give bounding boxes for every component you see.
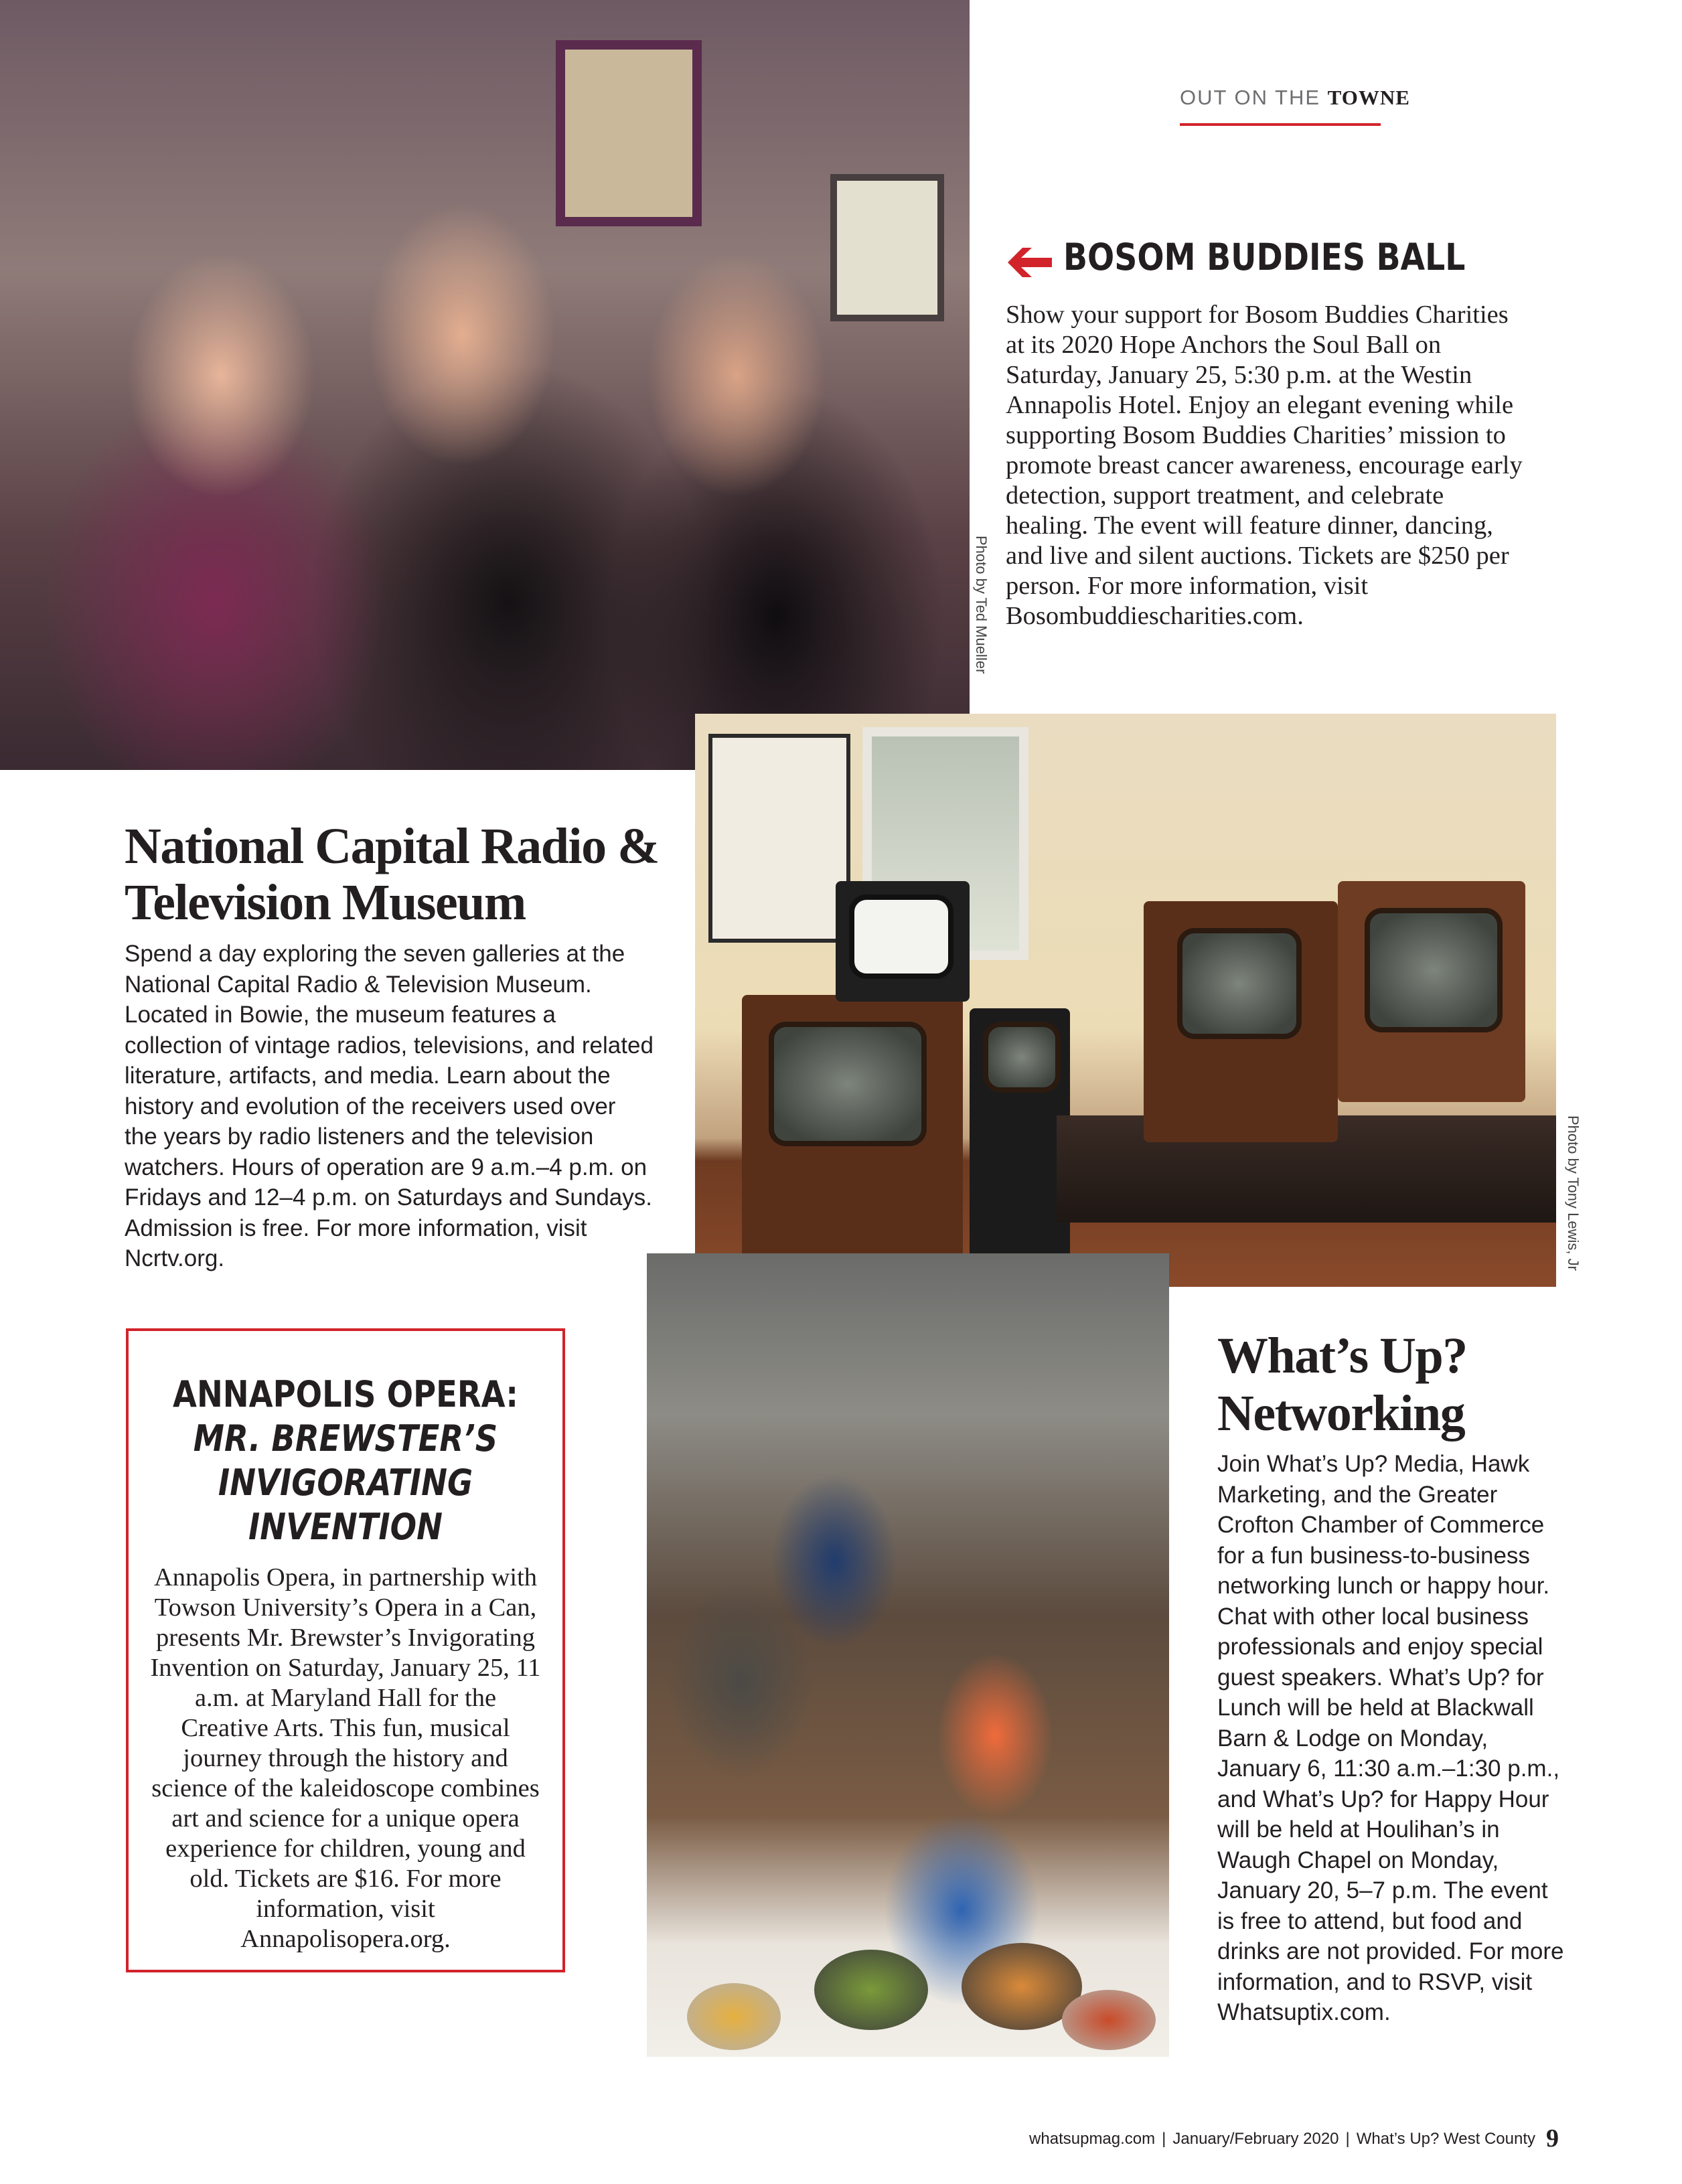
footer-edition: What’s Up? West County — [1356, 2130, 1535, 2148]
museum-body: Spend a day exploring the seven galleries at the National Capital Radio & Television Museum. Located in Bowie, the museum features a collection of vintage radios, televisions, and related literature, artifacts, and media. Learn about the history and evolution of the receivers used over the years by radio listeners and the television watchers. Hours of operation are 9 a.m.–4 p.m. on Fridays and 12–4 p.m. on Saturdays and Sundays. Admission is free. For more information, visit Ncrtv.org. — [125, 941, 654, 1271]
section-kicker-bold: TOWNE — [1327, 86, 1410, 109]
section-kicker — [1180, 86, 1410, 110]
opera-body: Annapolis Opera, in partnership with Towson University’s Opera in a Can, presents Mr. Brewster’s Invigorating Invention on Saturday, January 25, 11 a.m. at Maryland Hall for the Creative Arts. This fun, musical journey through the history and science of the kaleidoscope combines art and science for a unique opera experience for children, young and old. Tickets are $16. For more information, visit Annapolisopera.org. — [150, 1563, 541, 1953]
vintage-tv-console-right — [1338, 881, 1525, 1102]
museum-title: National Capital Radio & Television Museum — [125, 818, 659, 931]
tv-museum-photo — [695, 714, 1556, 1287]
wall-painting — [556, 40, 702, 226]
page-number: 9 — [1546, 2124, 1559, 2153]
footer-issue: January/February 2020 — [1172, 2130, 1339, 2148]
gala-photo — [0, 0, 970, 770]
gala-photo-credit: Photo by Ted Mueller — [973, 536, 990, 674]
opera-title-line4: INVENTION — [248, 1506, 443, 1548]
networking-photo — [647, 1253, 1169, 2057]
page-footer: whatsupmag.com | January/February 2020 | What’s Up? West County 9 — [1029, 2124, 1559, 2153]
section-kicker-prefix: OUT ON THE — [1180, 86, 1321, 109]
buffet-dish — [814, 1950, 928, 2030]
vintage-tv-console-center — [1144, 901, 1338, 1142]
networking-title: What’s Up? Networking — [1217, 1328, 1467, 1441]
opera-title-line3: INVIGORATING — [218, 1462, 473, 1504]
buffet-dish — [1062, 1990, 1156, 2050]
networking-body: Join What’s Up? Media, Hawk Marketing, and the Greater Crofton Chamber of Commerce for a fun business-to-business networking lunch or happy hour. Chat with other local business professionals and enjoy special guest speakers. What’s Up? for Lunch will be held at Blackwall Barn & Lodge on Monday, January 6, 11:30 a.m.–1:30 p.m., and What’s Up? for Happy Hour will be held at Houlihan’s in Waugh Chapel on Monday, January 20, 5–7 p.m. The event is free to attend, but food and drinks are not provided. For more information, and to RSVP, visit Whatsuptix.com. — [1217, 1451, 1564, 2025]
vintage-tv-black — [970, 1008, 1070, 1263]
opera-title — [129, 1373, 562, 1549]
vintage-tv-console-left — [742, 995, 963, 1276]
wall-sign — [830, 174, 944, 321]
opera-title-line2: MR. BREWSTER’S — [193, 1417, 498, 1460]
opera-title-line1: ANNAPOLIS OPERA: — [173, 1373, 518, 1415]
radio-poster — [708, 734, 850, 943]
vintage-tv-small — [836, 881, 970, 1002]
section-kicker-rule — [1180, 123, 1381, 126]
tv-photo-credit: Photo by Tony Lewis, Jr — [1565, 1115, 1582, 1271]
left-arrow-icon — [1008, 248, 1052, 277]
footer-site: whatsupmag.com — [1029, 2130, 1156, 2148]
buffet-dish — [687, 1983, 781, 2050]
opera-sidebar-box — [126, 1328, 565, 1972]
bosom-buddies-title: BOSOM BUDDIES BALL — [1063, 236, 1466, 279]
bosom-buddies-body: Show your support for Bosom Buddies Charities at its 2020 Hope Anchors the Soul Ball on Saturday, January 25, 5:30 p.m. at the Westin Annapolis Hotel. Enjoy an elegant evening while supporting Bosom Buddies Charities’ mission to promote breast cancer awareness, encourage early detection, support treatment, and celebrate healing. The event will feature dinner, dancing, and live and silent auctions. Tickets are $250 per person. For more information, visit Bosombuddiescharities.com. — [1006, 301, 1523, 630]
